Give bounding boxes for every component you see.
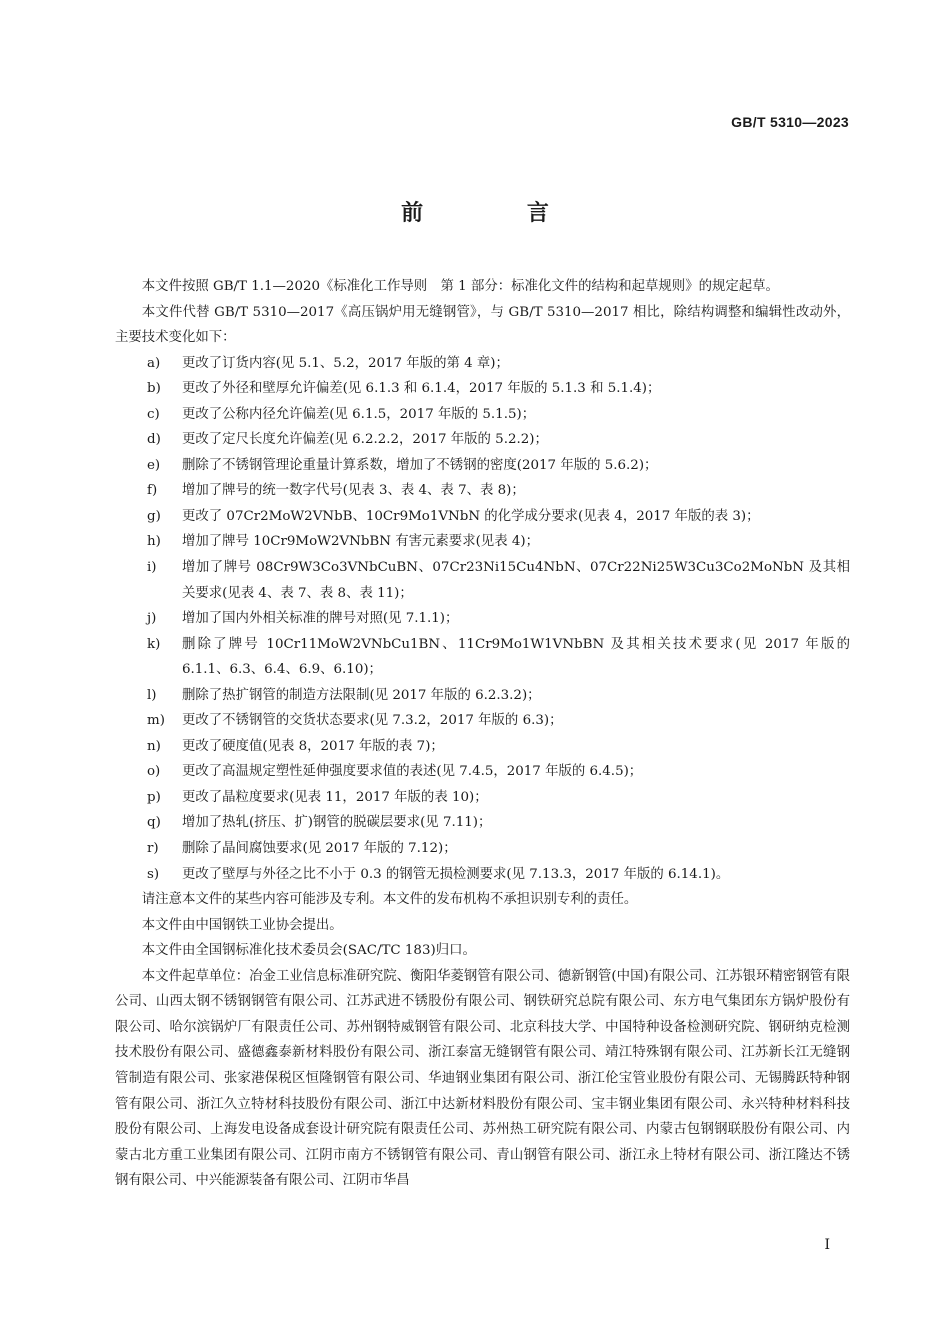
list-item-label: k): [147, 636, 161, 652]
list-item-label: q): [147, 815, 161, 831]
list-item: [147, 478, 850, 504]
list-item: [147, 862, 850, 888]
list-item-label: m): [147, 713, 165, 729]
list-item-label: i): [147, 560, 157, 576]
list-item-label: r): [147, 841, 159, 857]
paragraph: 本文件代替 GB/T 5310—2017《高压锅炉用无缝钢管》，与 GB/T 5310—2017 相比，除结构调整和编辑性改动外，主要技术变化如下：: [115, 304, 850, 346]
list-item-text: 更改了不锈钢管的交货状态要求(见 7.3.2，2017 年版的 6.3)；: [182, 713, 563, 729]
paragraph: 本文件按照 GB/T 1.1—2020《标准化工作导则 第 1 部分：标准化文件的结构和起草规则》的规定起草。: [141, 279, 779, 294]
list-item-label: g): [147, 508, 161, 524]
list-item-label: c): [147, 406, 160, 422]
list-item-label: l): [147, 687, 157, 703]
list-item: [147, 810, 850, 836]
list-item: [147, 427, 850, 453]
paragraph: 本文件由中国钢铁工业协会提出。: [141, 917, 343, 933]
list-item: [147, 785, 850, 811]
list-item: [147, 708, 850, 734]
list-item-label: o): [147, 764, 161, 780]
list-item-text: 更改了外径和壁厚允许偏差(见 6.1.3 和 6.1.4，2017 年版的 5.1.3 和 5.1.4)；: [182, 381, 661, 397]
list-item: [147, 529, 850, 555]
list-item: [147, 555, 850, 606]
list-item-text: 更改了晶粒度要求(见表 11，2017 年版的表 10)；: [182, 789, 488, 805]
list-item-text: 更改了定尺长度允许偏差(见 6.2.2.2，2017 年版的 5.2.2)；: [182, 432, 548, 448]
paragraph: 本文件起草单位：冶金工业信息标准研究院、衡阳华菱钢管有限公司、德新钢管(中国)有限公司、江苏银环精密钢管有限公司、山西太钢不锈钢钢管有限公司、江苏武进不锈股份有限公司、钢铁研究总院有限公司、东方电气集团东方锅炉股份有限公司、哈尔滨锅炉厂有限责任公司、苏州钢特威钢管有限公司、北京科技大学、中国特种设备检测研究院、钢研纳克检测技术股份有限公司、盛德鑫泰新材料股份有限公司、浙江泰富无缝钢管有限公司、靖江特殊钢有限公司、江苏新长江无缝钢管制造有限公司、张家港保税区恒隆钢管有限公司、华迪钢业集团有限公司、浙江伦宝管业股份有限公司、无锡腾跃特种钢管有限公司、浙江久立特材科技股份有限公司、浙江中达新材料股份有限公司、宝丰钢业集团有限公司、永兴特种材料科技股份有限公司、上海发电设备成套设计研究院有限责任公司、苏州热工研究院有限公司、内蒙古包钢钢联股份有限公司、内蒙古北方重工业集团有限公司、江阴市南方不锈钢管有限公司、青山钢管有限公司、浙江永上特材有限公司、浙江隆达不锈钢有限公司、中兴能源装备有限公司、江阴市华昌: [115, 968, 850, 1189]
list-item-text: 增加了牌号的统一数字代号(见表 3、表 4、表 7、表 8)；: [182, 483, 525, 499]
list-item: [147, 376, 850, 402]
list-item-text: 增加了热轧(挤压、扩)钢管的脱碳层要求(见 7.11)；: [182, 815, 492, 831]
list-item-text: 更改了订货内容(见 5.1、5.2，2017 年版的第 4 章)；: [182, 355, 509, 371]
list-item-label: e): [147, 457, 161, 473]
list-item: [147, 632, 850, 683]
list-item: [147, 351, 850, 377]
change-list: [115, 351, 850, 887]
list-item-text: 更改了硬度值(见表 8，2017 年版的表 7)；: [182, 738, 444, 754]
list-item-label: p): [147, 789, 161, 805]
list-item: [147, 606, 850, 632]
list-item-text: 删除了牌号 10Cr11MoW2VNbCu1BN、11Cr9Mo1W1VNbBN 及其相关技术要求(见 2017 年版的 6.1.1、6.3、6.4、6.9、6.10)；: [182, 636, 850, 678]
list-item-text: 增加了国内外相关标准的牌号对照(见 7.1.1)；: [182, 611, 459, 627]
list-item-text: 删除了晶间腐蚀要求(见 2017 年版的 7.12)；: [182, 841, 457, 857]
list-item-label: f): [147, 483, 158, 499]
list-item-text: 更改了壁厚与外径之比不小于 0.3 的钢管无损检测要求(见 7.13.3，2017 年版的 6.14.1)。: [182, 866, 730, 882]
list-item-text: 删除了热扩钢管的制造方法限制(见 2017 年版的 6.2.3.2)；: [182, 687, 541, 703]
list-item-label: a): [147, 355, 161, 371]
list-item: [147, 836, 850, 862]
standard-number: GB/T 5310—2023: [731, 114, 849, 130]
list-item: [147, 453, 850, 479]
list-item-label: h): [147, 534, 161, 550]
list-item: [147, 504, 850, 530]
list-item-text: 更改了 07Cr2MoW2VNbB、10Cr9Mo1VNbN 的化学成分要求(见表 4，2017 年版的表 3)；: [182, 508, 760, 524]
page-number: I: [824, 1237, 830, 1253]
list-item: [147, 734, 850, 760]
paragraph: 本文件由全国钢标准化技术委员会(SAC/TC 183)归口。: [141, 943, 476, 959]
document-body: [115, 274, 850, 1194]
list-item-text: 增加了牌号 08Cr9W3Co3VNbCuBN、07Cr23Ni15Cu4NbN、07Cr22Ni25W3Cu3Co2MoNbN 及其相关要求(见表 4、表 7、表 8、表 11)；: [182, 560, 850, 601]
list-item-label: j): [147, 611, 157, 627]
list-item-label: s): [147, 866, 160, 882]
list-item: [147, 759, 850, 785]
list-item-text: 增加了牌号 10Cr9MoW2VNbBN 有害元素要求(见表 4)；: [182, 534, 539, 550]
list-item-label: b): [147, 381, 161, 397]
list-item-text: 更改了公称内径允许偏差(见 6.1.5，2017 年版的 5.1.5)；: [182, 406, 536, 422]
list-item-label: d): [147, 432, 161, 448]
list-item-text: 删除了不锈钢管理论重量计算系数，增加了不锈钢的密度(2017 年版的 5.6.2)；: [182, 457, 658, 473]
page-title: 前 言: [401, 200, 597, 226]
list-item: [147, 683, 850, 709]
list-item: [147, 402, 850, 428]
paragraph: 请注意本文件的某些内容可能涉及专利。本文件的发布机构不承担识别专利的责任。: [141, 892, 638, 908]
list-item-label: n): [147, 738, 161, 754]
list-item-text: 更改了高温规定塑性延伸强度要求值的表述(见 7.4.5，2017 年版的 6.4.5)；: [182, 764, 643, 780]
